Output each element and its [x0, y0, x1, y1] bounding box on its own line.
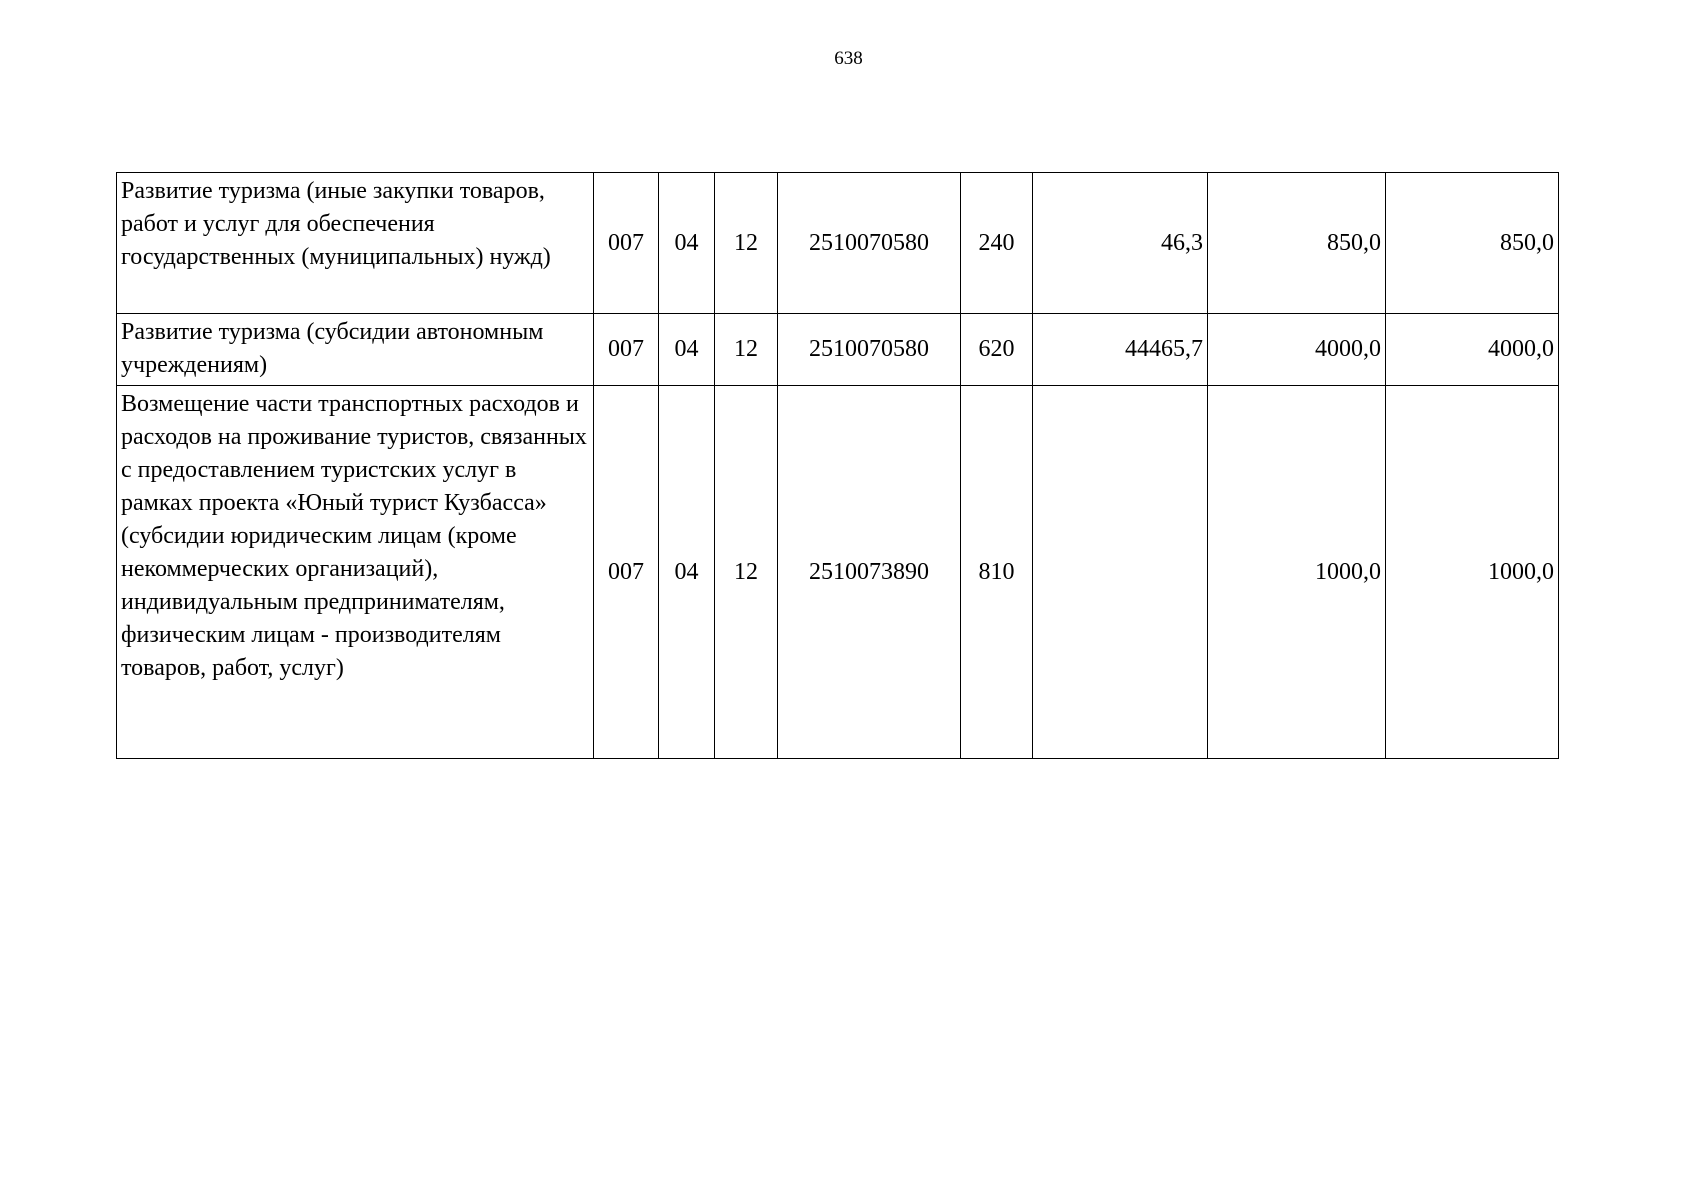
expense-type-cell: 810 — [961, 386, 1033, 759]
table-row — [117, 173, 1559, 314]
row-name-cell: Развитие туризма (субсидии автономным учреждениям) — [117, 314, 594, 386]
subsection-code-cell: 12 — [715, 386, 778, 759]
section-code-cell: 04 — [659, 386, 715, 759]
subsection-code-cell: 12 — [715, 173, 778, 314]
amount-2-cell: 1000,0 — [1208, 386, 1386, 759]
target-article-cell: 2510073890 — [778, 386, 961, 759]
amount-1-cell — [1033, 386, 1208, 759]
section-code-cell: 04 — [659, 314, 715, 386]
row-name-cell: Возмещение части транспортных расходов и расходов на проживание туристов, связанных с предоставлением туристских услуг в рамках проекта «Юный турист Кузбасса» (субсидии юридическим лицам (кроме некоммерческих организаций), индивидуальным предпринимателям, физическим лицам - производителям товаров, работ, услуг) — [117, 386, 594, 759]
page-number: 638 — [834, 48, 863, 69]
amount-3-cell: 850,0 — [1386, 173, 1559, 314]
section-code-cell: 04 — [659, 173, 715, 314]
amount-2-cell: 4000,0 — [1208, 314, 1386, 386]
target-article-cell: 2510070580 — [778, 173, 961, 314]
ministry-code-cell: 007 — [594, 386, 659, 759]
ministry-code-cell: 007 — [594, 173, 659, 314]
ministry-code-cell: 007 — [594, 314, 659, 386]
expense-type-cell: 620 — [961, 314, 1033, 386]
budget-table — [116, 172, 1559, 759]
table-row — [117, 386, 1559, 759]
amount-1-cell: 44465,7 — [1033, 314, 1208, 386]
target-article-cell: 2510070580 — [778, 314, 961, 386]
subsection-code-cell: 12 — [715, 314, 778, 386]
amount-1-cell: 46,3 — [1033, 173, 1208, 314]
amount-3-cell: 4000,0 — [1386, 314, 1559, 386]
row-name-cell: Развитие туризма (иные закупки товаров, работ и услуг для обеспечения государственных (муниципальных) нужд) — [117, 173, 594, 314]
amount-3-cell: 1000,0 — [1386, 386, 1559, 759]
amount-2-cell: 850,0 — [1208, 173, 1386, 314]
table-row — [117, 314, 1559, 386]
expense-type-cell: 240 — [961, 173, 1033, 314]
